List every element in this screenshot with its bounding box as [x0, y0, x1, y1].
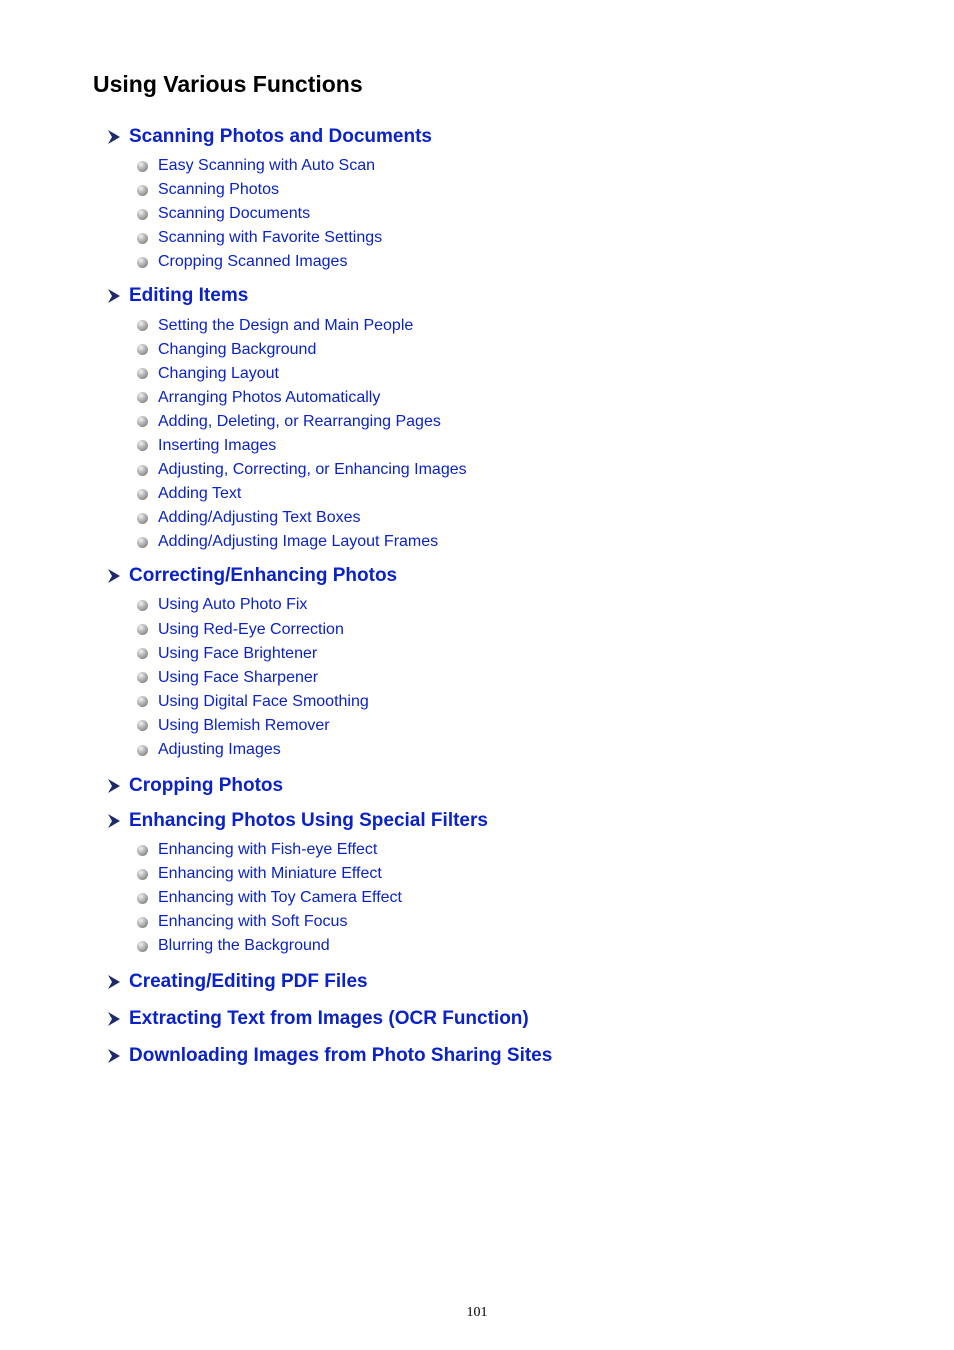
- bullet-icon: [137, 845, 148, 856]
- page-number: 101: [466, 1305, 488, 1320]
- list-item: [137, 934, 907, 958]
- list-item: [137, 202, 907, 226]
- topic-link[interactable]: Blurring the Background: [158, 937, 330, 955]
- bullet-icon: [137, 344, 148, 355]
- toc-section-header: [107, 1001, 907, 1038]
- bullet-icon: [137, 161, 148, 172]
- topic-link[interactable]: Adding, Deleting, or Rearranging Pages: [158, 412, 441, 430]
- bullet-icon: [137, 392, 148, 403]
- bullet-icon: [137, 257, 148, 268]
- topic-link[interactable]: Scanning Photos: [158, 181, 279, 199]
- bullet-icon: [137, 869, 148, 880]
- bullet-icon: [137, 648, 148, 659]
- toc-section-header: [107, 767, 907, 804]
- list-item: [137, 458, 907, 482]
- topic-link[interactable]: Adjusting, Correcting, or Enhancing Images: [158, 461, 467, 479]
- toc-section-header: [107, 804, 907, 838]
- topic-link[interactable]: Changing Background: [158, 340, 317, 358]
- bullet-icon: [137, 233, 148, 244]
- toc-section: [107, 804, 907, 958]
- topic-link[interactable]: Using Auto Photo Fix: [158, 596, 308, 614]
- bullet-icon: [137, 941, 148, 952]
- list-item: [137, 838, 907, 862]
- topic-link[interactable]: Scanning Documents: [158, 205, 311, 223]
- list-item: [137, 690, 907, 714]
- chevron-right-icon: [107, 974, 121, 990]
- toc-section: [107, 964, 907, 1001]
- list-item: [137, 178, 907, 202]
- bullet-icon: [137, 720, 148, 731]
- list-item: [137, 666, 907, 690]
- toc-section-header: [107, 964, 907, 1001]
- list-item: [137, 530, 907, 554]
- toc-sub-list: [107, 838, 907, 958]
- bullet-icon: [137, 209, 148, 220]
- bullet-icon: [137, 416, 148, 427]
- bullet-icon: [137, 537, 148, 548]
- list-item: [137, 226, 907, 250]
- chevron-right-icon: [107, 288, 121, 304]
- topic-link[interactable]: Enhancing with Fish-eye Effect: [158, 841, 378, 859]
- bullet-icon: [137, 696, 148, 707]
- toc-sub-list: [107, 154, 907, 274]
- chevron-right-icon: [107, 813, 121, 829]
- chevron-right-icon: [107, 129, 121, 145]
- list-item: [137, 434, 907, 458]
- toc-sub-list: [107, 313, 907, 554]
- topic-link[interactable]: Enhancing with Miniature Effect: [158, 865, 382, 883]
- topic-link[interactable]: Enhancing with Toy Camera Effect: [158, 889, 402, 907]
- list-item: [137, 910, 907, 934]
- section-link[interactable]: Extracting Text from Images (OCR Function): [129, 1008, 529, 1030]
- topic-link[interactable]: Changing Layout: [158, 364, 279, 382]
- list-item: [137, 154, 907, 178]
- topic-link[interactable]: Using Red-Eye Correction: [158, 620, 344, 638]
- topic-link[interactable]: Easy Scanning with Auto Scan: [158, 157, 376, 175]
- list-item: [137, 862, 907, 886]
- bullet-icon: [137, 489, 148, 500]
- list-item: [137, 410, 907, 434]
- toc-section-header: [107, 559, 907, 593]
- toc-section: [107, 1001, 907, 1038]
- toc-section: [107, 767, 907, 804]
- list-item: [137, 482, 907, 506]
- topic-link[interactable]: Adding/Adjusting Image Layout Frames: [158, 533, 439, 551]
- toc-section-header: [107, 120, 907, 154]
- topic-link[interactable]: Using Face Brightener: [158, 644, 318, 662]
- section-link[interactable]: Enhancing Photos Using Special Filters: [129, 810, 488, 832]
- topic-link[interactable]: Adjusting Images: [158, 741, 281, 759]
- bullet-icon: [137, 624, 148, 635]
- topic-link[interactable]: Inserting Images: [158, 436, 277, 454]
- toc-section-header: [107, 279, 907, 313]
- table-of-contents: [107, 120, 907, 1075]
- topic-link[interactable]: Cropping Scanned Images: [158, 253, 348, 271]
- chevron-right-icon: [107, 1011, 121, 1027]
- chevron-right-icon: [107, 1048, 121, 1064]
- bullet-icon: [137, 465, 148, 476]
- list-item: [137, 642, 907, 666]
- section-link[interactable]: Correcting/Enhancing Photos: [129, 565, 398, 587]
- section-link[interactable]: Cropping Photos: [129, 774, 284, 796]
- bullet-icon: [137, 672, 148, 683]
- bullet-icon: [137, 893, 148, 904]
- topic-link[interactable]: Arranging Photos Automatically: [158, 388, 381, 406]
- toc-sub-list: [107, 593, 907, 762]
- topic-link[interactable]: Using Blemish Remover: [158, 716, 330, 734]
- chevron-right-icon: [107, 778, 121, 794]
- list-item: [137, 362, 907, 386]
- toc-section-header: [107, 1038, 907, 1075]
- bullet-icon: [137, 185, 148, 196]
- section-link[interactable]: Creating/Editing PDF Files: [129, 971, 368, 993]
- list-item: [137, 886, 907, 910]
- section-link[interactable]: Downloading Images from Photo Sharing Sites: [129, 1045, 553, 1067]
- list-item: [137, 338, 907, 362]
- topic-link[interactable]: Scanning with Favorite Settings: [158, 229, 383, 247]
- topic-link[interactable]: Enhancing with Soft Focus: [158, 913, 348, 931]
- list-item: [137, 313, 907, 337]
- page-title: Using Various Functions: [93, 71, 363, 97]
- bullet-icon: [137, 600, 148, 611]
- bullet-icon: [137, 368, 148, 379]
- chevron-right-icon: [107, 568, 121, 584]
- bullet-icon: [137, 917, 148, 928]
- topic-link[interactable]: Adding/Adjusting Text Boxes: [158, 509, 361, 527]
- section-link[interactable]: Scanning Photos and Documents: [129, 126, 432, 147]
- list-item: [137, 506, 907, 530]
- toc-section: [107, 120, 907, 274]
- list-item: [137, 386, 907, 410]
- toc-section: [107, 279, 907, 554]
- toc-section: [107, 559, 907, 762]
- bullet-icon: [137, 320, 148, 331]
- section-link[interactable]: Editing Items: [129, 285, 249, 307]
- bullet-icon: [137, 513, 148, 524]
- list-item: [137, 714, 907, 738]
- topic-link[interactable]: Using Digital Face Smoothing: [158, 692, 369, 710]
- list-item: [137, 618, 907, 642]
- list-item: [137, 593, 907, 617]
- bullet-icon: [137, 440, 148, 451]
- topic-link[interactable]: Using Face Sharpener: [158, 668, 319, 686]
- bullet-icon: [137, 745, 148, 756]
- list-item: [137, 250, 907, 274]
- toc-section: [107, 1038, 907, 1075]
- topic-link[interactable]: Setting the Design and Main People: [158, 316, 414, 334]
- list-item: [137, 738, 907, 762]
- topic-link[interactable]: Adding Text: [158, 485, 242, 503]
